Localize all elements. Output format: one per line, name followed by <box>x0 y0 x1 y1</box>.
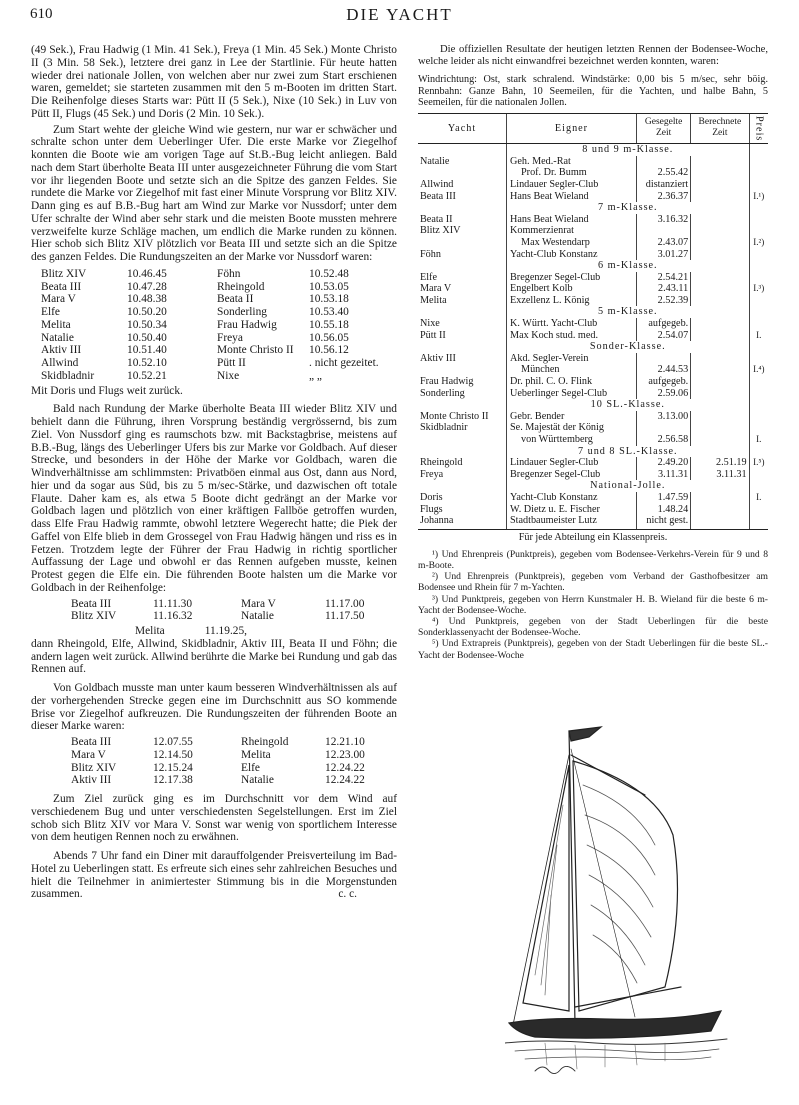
boat-name: Rheingold <box>217 280 265 293</box>
cell-computed-time <box>691 225 749 237</box>
rounding-time: 11.17.00 <box>325 597 365 610</box>
cell-yacht <box>418 237 507 249</box>
class-heading: 5 m-Klasse. <box>507 306 750 318</box>
cell-prize: I.³) <box>749 283 768 295</box>
header-preis: Preis <box>749 113 768 143</box>
result-row <box>418 376 768 388</box>
class-heading: 7 und 8 SL.-Klasse. <box>507 446 750 458</box>
cell-prize <box>749 249 768 261</box>
cell-owner: Yacht-Club Konstanz <box>507 249 637 261</box>
cell-yacht: Allwind <box>420 178 454 190</box>
cell-yacht: Monte Christo II <box>420 410 489 422</box>
paragraph-start-order: (49 Sek.), Frau Hadwig (1 Min. 41 Sek.), Freya (1 Min. 45 Sek.) Monte Christo II (3 Min. 58 Sek.), letztere drei ganz in Lee der Startlinie. Für heute hatten wieder drei nationale Jollen, von welchen aber nur zwei zum Start erschienen waren, gemeldet; sie starteten zusammen mit den 5 m-Booten im dritten Start. Die Reihenfolge dieses Starts war: Pütt II (5 Sek.), Nixe (10 Sek.) in Luv von Pütt II, Flugs (45 Sek.) und Doris (2 Min. 10 Sek.). <box>31 44 397 120</box>
results-header-row <box>418 113 768 143</box>
cell-prize <box>749 353 768 365</box>
boat-name: Beata II <box>217 293 254 306</box>
cell-yacht: Frau Hadwig <box>420 376 474 388</box>
rounding-time: 12.24.22 <box>325 774 365 787</box>
class-heading-row <box>418 260 768 272</box>
class-spacer <box>749 202 768 214</box>
cell-prize <box>749 376 768 388</box>
cell-computed-time <box>691 376 749 388</box>
cell-sailed-time: 2.52.39 <box>636 295 690 307</box>
cell-yacht: Natalie <box>420 155 450 167</box>
sailboat-sketch <box>505 725 730 1080</box>
boat-name: Aktiv III <box>71 774 112 787</box>
cell-owner: Se. Majestät der König <box>507 422 637 434</box>
results-table <box>418 113 768 530</box>
cell-computed-time <box>691 249 749 261</box>
results-intro: Die offiziellen Resultate der heutigen letzten Rennen der Bodensee-Woche, welche leider als nicht einwandfrei bezeichnet werden konnten, waren: <box>418 44 768 67</box>
result-row <box>418 191 768 203</box>
boat-name: Pütt II <box>217 357 246 369</box>
race-conditions: Windrichtung: Ost, stark schralend. Windstärke: 0,00 bis 5 m/sec, sehr böig. Rennbahn: Ganze Bahn, 10 Seemeilen, für die Yachten, und halbe Bahn, 5 Seemeilen, für die nationalen Jollen. <box>418 74 768 109</box>
cell-owner: Gebr. Bender <box>507 411 637 423</box>
cell-sailed-time: aufgegeb. <box>636 318 690 330</box>
result-row <box>418 364 768 376</box>
cell-yacht: Sonderling <box>420 387 465 399</box>
cell-owner: Yacht-Club Konstanz <box>507 492 637 504</box>
cell-prize <box>749 318 768 330</box>
cell-owner: Kommerzienrat <box>507 225 637 237</box>
cell-sailed-time: aufgegeb. <box>636 376 690 388</box>
boat-name: Blitz XIV <box>71 610 117 623</box>
cell-sailed-time: 2.43.07 <box>636 237 690 249</box>
cell-sailed-time: distanziert <box>636 179 690 191</box>
cell-computed-time <box>691 330 749 342</box>
rounding-time: 11.11.30 <box>153 597 193 610</box>
page-number: 610 <box>30 6 53 22</box>
footnote: ²) Und Ehrenpreis (Punktpreis), gegeben vom Verband der Gasthofbesitzer am Bodensee und Rhein für 7 m-Yachten. <box>418 571 768 594</box>
rounding-time: 12.23.00 <box>325 748 365 761</box>
cell-sailed-time: 2.59.06 <box>636 388 690 400</box>
cell-computed-time <box>691 156 749 168</box>
class-spacer <box>418 202 507 214</box>
cell-computed-time <box>691 283 749 295</box>
result-row <box>418 283 768 295</box>
result-row <box>418 469 768 481</box>
header-gesegelte-zeit: Gesegelte Zeit <box>636 113 690 143</box>
cell-owner: Prof. Dr. Bumm <box>507 167 637 179</box>
class-spacer <box>749 144 768 156</box>
result-row <box>418 237 768 249</box>
result-row <box>418 353 768 365</box>
boat-name: Mara V <box>71 748 106 761</box>
rounding-time: 12.21.10 <box>325 736 365 748</box>
cell-prize: I. <box>749 492 768 504</box>
rounding-time: 10.46.45 <box>127 267 167 280</box>
cell-owner: Hans Beat Wieland <box>507 214 637 226</box>
rounding-time: 12.14.50 <box>153 748 193 761</box>
class-spacer <box>749 341 768 353</box>
cell-yacht: Johanna <box>418 515 507 529</box>
class-spacer <box>418 399 507 411</box>
cell-sailed-time: 2.49.20 <box>636 457 690 469</box>
footnotes <box>418 549 768 661</box>
boat-name: Rheingold <box>241 736 289 748</box>
cell-sailed-time: 2.55.42 <box>636 167 690 179</box>
running-title: DIE YACHT <box>346 5 453 24</box>
cell-prize: I.²) <box>749 237 768 249</box>
cell-computed-time <box>691 364 749 376</box>
rounding-time: 10.55.18 <box>309 318 349 331</box>
paragraph-after-goldbach: dann Rheingold, Elfe, Allwind, Skidbladnir, Aktiv III, Beata II und Föhn; die andern lagen weit zurück. Allwind berührte die Marke bei Rundung und gab das Rennen auf. <box>31 637 397 676</box>
cell-yacht: Föhn <box>420 248 441 260</box>
result-row <box>418 272 768 284</box>
footnote: ⁴) Und Punktpreis, gegeben von der Stadt Ueberlingen für die beste Sonderklassenyacht der Bodensee-Woche. <box>418 615 768 639</box>
cell-computed-time <box>691 422 749 434</box>
cell-prize <box>749 272 768 284</box>
cell-prize <box>749 469 768 481</box>
result-row <box>418 249 768 261</box>
cell-yacht: Flugs <box>420 503 443 515</box>
rounding-time: 11.17.50 <box>325 610 365 623</box>
result-row <box>418 225 768 237</box>
rounding-time-melita <box>31 625 397 638</box>
class-spacer <box>749 399 768 411</box>
header-berechnete-zeit: Berechnete Zeit <box>691 113 749 143</box>
results-body <box>418 144 768 530</box>
rounding-times-nussdorf <box>31 268 397 383</box>
cell-yacht: Doris <box>420 491 443 503</box>
cell-sailed-time: 2.56.58 <box>636 434 690 446</box>
rounding-time: 10.53.05 <box>309 280 349 293</box>
cell-owner: Hans Beat Wieland <box>507 191 637 203</box>
right-column <box>418 44 768 661</box>
result-row <box>418 457 768 469</box>
cell-sailed-time: 3.13.00 <box>636 411 690 423</box>
cell-computed-time <box>691 179 749 191</box>
class-spacer <box>418 446 507 458</box>
result-row <box>418 492 768 504</box>
cell-sailed-time: 2.43.11 <box>636 283 690 295</box>
result-row <box>418 167 768 179</box>
paragraph-dinner <box>31 850 397 901</box>
paragraph-goldbach: Bald nach Rundung der Marke überholte Beata III wieder Blitz XIV und behielt dann die Führung, ihren Vorsprung beständig vergrössernd, bis zum Ziel. Von Nussdorf ging es raumschots bzw. mit Backstagbrise, meistens auf B.B.-Bug, längs des Ueberlinger Ufers bis zur Marke vor Goldbach. Auf dieser Strecke, und besonders in der Höhe der Marke vor Goldbach, waren die Windverhältnisse am schlimmsten: Privatböen einmal aus Ost, dann aus Nord, hier und da sogar aus Süd, bis zu 5 m/sec-Stärke, und dazwischen oft totale Flaute. Daher kam es, als etwa 5 Boote dicht gedrängt an der Marke vor Goldbach lagen und plötzlich von einer kräftigen Fallböe getroffen wurden, dass Elfe Frau Hadwig rammte, obwohl letztere Wegerecht hatte; die Piek der Gaffel von Elfe blieb in dem Grossegel von Frau Hadwig hängen und riss es in Fetzen. Trotzdem legte der Führer der Frau Hadwig in richtig sportlicher Auffassung der Lage und obwohl er das Rennen aufgeben musste, keinen Protest gegen die Elfe ein. Die führenden Boote halsten um die Marke vor Goldbach in der Reihenfolge: <box>31 403 397 594</box>
rounding-time: 10.50.40 <box>127 331 167 344</box>
cell-sailed-time: 2.54.07 <box>636 330 690 342</box>
result-row <box>418 179 768 191</box>
cell-prize <box>749 422 768 434</box>
rounding-time: 10.56.05 <box>309 331 349 344</box>
cell-prize: I. <box>749 330 768 342</box>
cell-prize: I.⁵) <box>749 457 768 469</box>
cell-computed-time <box>691 353 749 365</box>
result-row <box>418 330 768 342</box>
cell-sailed-time <box>636 156 690 168</box>
result-row <box>418 295 768 307</box>
rounding-time: 12.17.38 <box>153 774 193 787</box>
cell-prize <box>749 295 768 307</box>
boat-name: Aktiv III <box>41 344 82 357</box>
result-row <box>418 214 768 226</box>
cell-sailed-time: 2.54.21 <box>636 272 690 284</box>
cell-yacht: Freya <box>420 468 444 480</box>
cell-owner: Max Koch stud. med. <box>507 330 637 342</box>
cell-computed-time <box>691 214 749 226</box>
cell-computed-time <box>691 515 749 529</box>
boat-name: Freya <box>217 331 243 344</box>
paragraph-ziegelhof: Von Goldbach musste man unter kaum besseren Windverhältnissen als auf der vorhergehenden Strecke gegen eine im Durchschnitt aus SO kommende Brise vor Ziegelhof aufkreuzen. Die Rundungszeiten der führenden Boote an dieser Marke waren: <box>31 682 397 733</box>
boat-name: Allwind <box>41 357 79 369</box>
cell-yacht <box>418 434 507 446</box>
cell-computed-time <box>691 504 749 516</box>
rounding-time: 10.56.12 <box>309 344 349 357</box>
boat-name: Frau Hadwig <box>217 318 277 331</box>
cell-prize <box>749 225 768 237</box>
rounding-time: 12.24.22 <box>325 761 365 774</box>
melita-name: Melita <box>135 625 165 637</box>
cell-owner: Engelbert Kolb <box>507 283 637 295</box>
result-row <box>418 422 768 434</box>
rounding-time: 10.52.21 <box>127 369 167 382</box>
header-yacht: Yacht <box>418 113 507 143</box>
result-row <box>418 156 768 168</box>
rounding-time: 10.52.10 <box>127 357 167 369</box>
rounding-time: 10.51.40 <box>127 344 167 357</box>
class-spacer <box>418 144 507 156</box>
cell-sailed-time: 3.11.31 <box>636 469 690 481</box>
result-row <box>418 318 768 330</box>
boat-name: Blitz XIV <box>71 761 117 774</box>
class-heading-row <box>418 202 768 214</box>
cell-owner: Lindauer Segler-Club <box>507 179 637 191</box>
cell-sailed-time <box>636 422 690 434</box>
paragraph-finish: Zum Ziel zurück ging es im Durchschnitt vor dem Wind auf verschiedenem Bug und unter verschiedensten Segelstellungen. Erst im Ziel schob sich Blitz XIV vor Mara V. Sonst war wenig von sportlichem Interesse von dem heutigen Rennen noch zu erwähnen. <box>31 793 397 844</box>
boat-name: Nixe <box>217 369 240 382</box>
paragraph-far-behind: Mit Doris und Flugs weit zurück. <box>31 384 183 397</box>
cell-computed-time <box>691 295 749 307</box>
cell-yacht: Rheingold <box>420 457 463 469</box>
class-heading: 10 SL.-Klasse. <box>507 399 750 411</box>
dinner-text: Abends 7 Uhr fand ein Diner mit darauffolgender Preisverteilung im Bad-Hotel zu Ueberlingen statt. Es erfreute sich eines sehr zahlreichen Besuches und hielt die Teilnehmer in animiertester Stimmung bis in die Morgenstunden zusammen. <box>31 850 397 901</box>
boat-name: Natalie <box>41 331 74 344</box>
boat-name: Natalie <box>241 774 274 787</box>
boat-name: Melita <box>41 318 71 331</box>
class-spacer <box>749 306 768 318</box>
rounding-time: 10.50.34 <box>127 318 167 331</box>
class-spacer <box>418 306 507 318</box>
cell-yacht: Beata III <box>420 190 456 202</box>
cell-prize: I.⁴) <box>749 364 768 376</box>
cell-computed-time <box>691 411 749 423</box>
boat-name: Mara V <box>41 293 76 306</box>
class-spacer <box>749 260 768 272</box>
rounding-time: 10.47.28 <box>127 280 167 293</box>
cell-yacht: Skidbladnir <box>420 422 468 434</box>
class-heading-row <box>418 144 768 156</box>
result-row <box>418 388 768 400</box>
cell-computed-time <box>691 237 749 249</box>
class-heading-row <box>418 399 768 411</box>
cell-computed-time <box>691 434 749 446</box>
paragraph-race-start: Zum Start wehte der gleiche Wind wie gestern, nur war er schwächer und schralte schon unter dem Ueberlinger Ufer. Die erste Marke vor Ziegelhof konnten die Boote wie am vorigen Tage auf St.B.-Bug leicht anliegen. Bald nach dem Start überholte Beata III unter ausgezeichneter Führung die vom Start vor ihr liegenden Boote und setzte sich an die Spitze des ganzen Feldes. Sie rundete die Marke vor Ziegelhof mit fast einer Minute Vorsprung vor Blitz XIV. Dann ging es auf B.B.-Bug hart am Wind zur Marke vor Nussdorf; unter dem Ufer schralte der Wind aber sehr stark und die meisten Boote mussten mehrere verzweifelte kurze Schläge machen, um endlich die Marke runden zu können. Hier schob sich Blitz XIV plötzlich vor Beata III und setzte sich an die Spitze des ganzen Feldes. Die Rundungszeiten an der Marke vor Nussdorf waren: <box>31 123 397 263</box>
cell-owner: Ueberlinger Segel-Club <box>507 388 637 400</box>
boat-name: Melita <box>241 748 271 761</box>
cell-computed-time <box>691 318 749 330</box>
cell-owner: W. Dietz u. E. Fischer <box>507 504 637 516</box>
cell-sailed-time: nicht gest. <box>636 515 690 529</box>
footnote: ¹) Und Ehrenpreis (Punktpreis), gegeben vom Bodensee-Verkehrs-Verein für 9 und 8 m-Boote. <box>418 548 768 571</box>
rounding-time: 11.16.32 <box>153 610 193 623</box>
cell-yacht: Aktiv III <box>420 352 456 364</box>
cell-sailed-time <box>636 225 690 237</box>
cell-owner: München <box>507 364 637 376</box>
cell-sailed-time: 1.48.24 <box>636 504 690 516</box>
cell-prize <box>749 411 768 423</box>
cell-owner: Exzellenz L. König <box>507 295 637 307</box>
cell-yacht: Elfe <box>420 271 437 283</box>
class-heading-row <box>418 480 768 492</box>
cell-owner: Lindauer Segler-Club <box>507 457 637 469</box>
class-heading: 8 und 9 m-Klasse. <box>507 144 750 156</box>
cell-yacht: Nixe <box>420 318 440 330</box>
cell-owner: von Württemberg <box>507 434 637 446</box>
author-signature: c. c. <box>338 888 357 901</box>
cell-owner: Stadtbaumeister Lutz <box>507 515 637 529</box>
left-column <box>31 44 397 901</box>
boat-name: Elfe <box>41 306 60 318</box>
boat-name: Natalie <box>241 610 274 623</box>
cell-owner: Akd. Segler-Verein <box>507 353 637 365</box>
class-heading: 7 m-Klasse. <box>507 202 750 214</box>
cell-prize <box>749 388 768 400</box>
cell-yacht <box>418 364 507 376</box>
cell-owner: Dr. phil. C. O. Flink <box>507 376 637 388</box>
rounding-times-goldbach <box>31 598 397 624</box>
result-row <box>418 411 768 423</box>
cell-prize <box>749 167 768 179</box>
cell-prize: I. <box>749 434 768 446</box>
cell-computed-time: 2.51.19 <box>691 457 749 469</box>
class-heading-row <box>418 341 768 353</box>
cell-owner: Max Westendarp <box>507 237 637 249</box>
boat-name: Beata III <box>71 736 112 748</box>
cell-sailed-time: 1.47.59 <box>636 492 690 504</box>
boat-name: Föhn <box>217 267 241 280</box>
boat-name: Monte Christo II <box>217 344 294 357</box>
class-spacer <box>749 446 768 458</box>
cell-yacht: Pütt II <box>420 329 446 341</box>
cell-sailed-time <box>636 353 690 365</box>
class-heading: 6 m-Klasse. <box>507 260 750 272</box>
boat-name: Beata III <box>41 280 82 293</box>
cell-prize <box>749 515 768 529</box>
cell-yacht: Blitz XIV <box>420 225 461 237</box>
cell-owner: Geh. Med.-Rat <box>507 156 637 168</box>
cell-yacht <box>418 167 507 179</box>
rounding-time: 12.15.24 <box>153 761 193 774</box>
rounding-time: 10.53.18 <box>309 293 349 306</box>
cell-prize <box>749 179 768 191</box>
rounding-time: 10.50.20 <box>127 306 167 318</box>
cell-computed-time <box>691 388 749 400</box>
header-eigner: Eigner <box>507 113 637 143</box>
cell-prize <box>749 214 768 226</box>
rounding-time: 10.52.48 <box>309 267 349 280</box>
class-spacer <box>418 480 507 492</box>
class-spacer <box>418 260 507 272</box>
rounding-time: 10.48.38 <box>127 293 167 306</box>
class-heading-row <box>418 446 768 458</box>
cell-yacht: Melita <box>420 294 447 306</box>
footnote: ⁵) Und Extrapreis (Punktpreis), gegeben von der Stadt Ueberlingen für die beste SL.-Yacht der Bodensee-Woche <box>418 638 768 661</box>
cell-owner: Bregenzer Segel-Club <box>507 469 637 481</box>
result-row <box>418 515 768 529</box>
boat-name: Sonderling <box>217 306 267 318</box>
boat-name: Elfe <box>241 761 260 774</box>
class-heading: National-Jolle. <box>507 480 750 492</box>
class-spacer <box>749 480 768 492</box>
rounding-time: 10.53.40 <box>309 306 349 318</box>
boat-name: Blitz XIV <box>41 267 87 280</box>
footnote: ³) Und Punktpreis, gegeben von Herrn Kunstmaler H. B. Wieland für die beste 6 m-Yacht der Bodensee-Woche. <box>418 593 768 616</box>
cell-computed-time <box>691 272 749 284</box>
class-heading: Sonder-Klasse. <box>507 341 750 353</box>
boat-name: Mara V <box>241 597 276 610</box>
cell-prize <box>749 504 768 516</box>
cell-sailed-time: 3.16.32 <box>636 214 690 226</box>
cell-prize <box>749 156 768 168</box>
class-heading-row <box>418 306 768 318</box>
cell-sailed-time: 2.36.37 <box>636 191 690 203</box>
cell-yacht: Mara V <box>420 283 452 295</box>
class-spacer <box>418 341 507 353</box>
cell-owner: K. Württ. Yacht-Club <box>507 318 637 330</box>
rounding-time: . nicht gezeitet. <box>309 357 379 369</box>
cell-computed-time <box>691 492 749 504</box>
table-note: Für jede Abteilung ein Klassenpreis. <box>518 531 668 543</box>
melita-time: 11.19.25, <box>204 625 248 637</box>
cell-prize: I.¹) <box>749 191 768 203</box>
rounding-times-ziegelhof <box>31 736 397 787</box>
boat-name: Skidbladnir <box>41 369 95 382</box>
cell-computed-time <box>691 191 749 203</box>
cell-sailed-time: 2.44.53 <box>636 364 690 376</box>
result-row <box>418 504 768 516</box>
cell-computed-time: 3.11.31 <box>691 469 749 481</box>
rounding-time: 12.07.55 <box>153 736 193 748</box>
cell-owner: Bregenzer Segel-Club <box>507 272 637 284</box>
cell-yacht: Beata II <box>420 213 453 225</box>
cell-computed-time <box>691 167 749 179</box>
rounding-time: „ „ <box>309 369 322 382</box>
result-row <box>418 434 768 446</box>
boat-name: Beata III <box>71 597 112 610</box>
cell-sailed-time: 3.01.27 <box>636 249 690 261</box>
